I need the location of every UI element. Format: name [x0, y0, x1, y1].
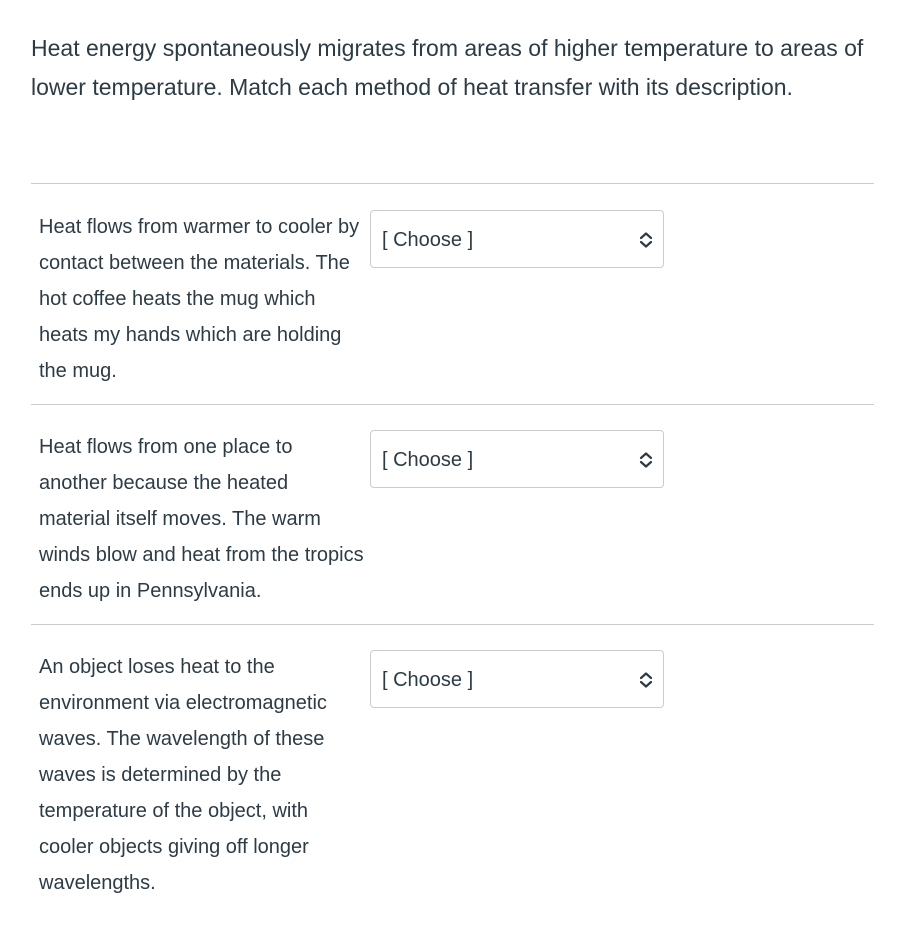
- chevron-up-down-icon: [639, 452, 653, 468]
- divider: [31, 404, 874, 405]
- select-value-2: [ Choose ]: [382, 449, 474, 471]
- chevron-up-down-icon: [639, 672, 653, 688]
- answer-select-1[interactable]: [370, 210, 664, 268]
- answer-select-3[interactable]: [370, 650, 664, 708]
- question-text: Heat energy spontaneously migrates from areas of higher temperature to areas of lower temperature. Match each method of heat transfer with its description.: [31, 35, 864, 100]
- chevron-up-down-icon: [639, 232, 653, 248]
- select-value-3: [ Choose ]: [382, 669, 474, 691]
- divider: [31, 624, 874, 625]
- answer-description-3: An object loses heat to the environment via electromagnetic waves. The wavelength of these waves is determined by the temperature of the object, with cooler objects giving off longer wavelengths.: [39, 656, 327, 894]
- divider: [31, 183, 874, 184]
- answer-select-2[interactable]: [370, 430, 664, 488]
- answer-description-1: Heat flows from warmer to cooler by contact between the materials. The hot coffee heats the mug which heats my hands which are holding the mug.: [39, 216, 360, 382]
- answer-description-2: Heat flows from one place to another because the heated material itself moves. The warm winds blow and heat from the tropics ends up in Pennsylvania.: [39, 436, 364, 602]
- select-value-1: [ Choose ]: [382, 229, 474, 251]
